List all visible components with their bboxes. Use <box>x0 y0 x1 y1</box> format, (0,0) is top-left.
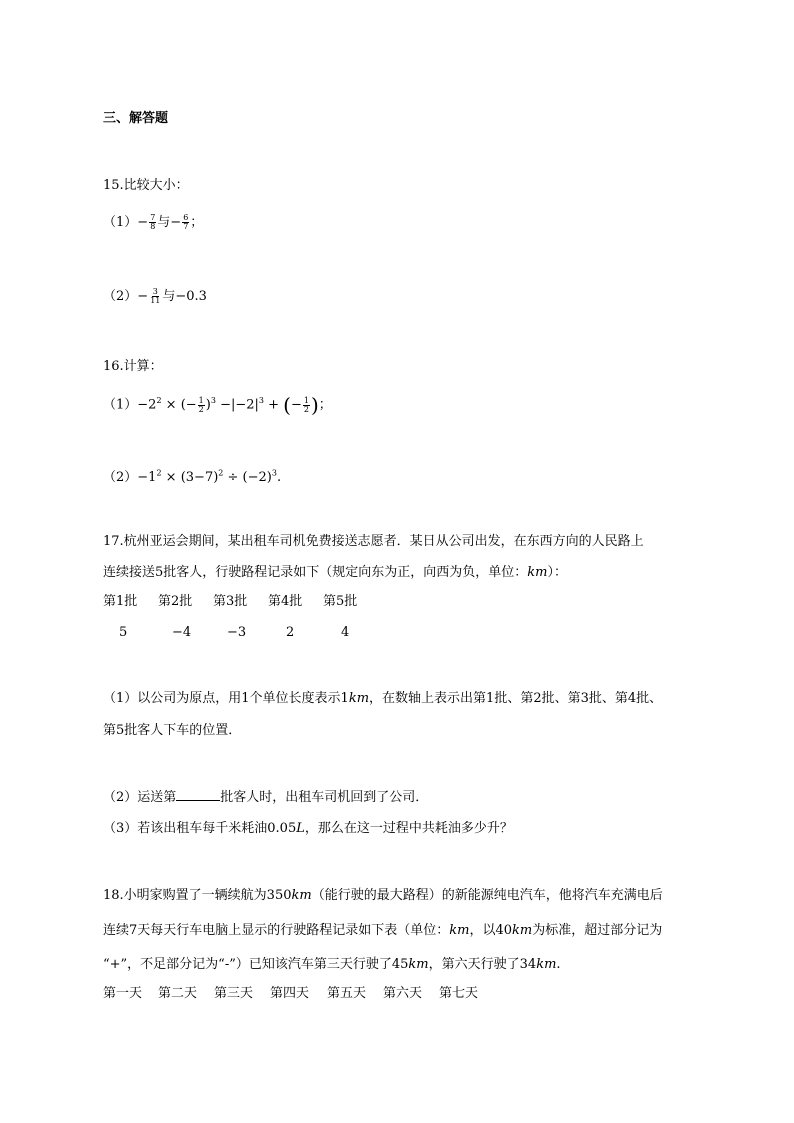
q18-day: 第五天 <box>327 986 367 1001</box>
q16-stem: 16.计算： <box>103 359 163 374</box>
q17-part1-line2: 第5批客人下车的位置． <box>103 723 242 738</box>
q18-day: 第六天 <box>383 986 423 1001</box>
q15-stem: 15.比较大小： <box>103 178 189 193</box>
q17-part1-line1: （1）以公司为原点，用1个单位长度表示1km，在数轴上表示出第1批、第2批、第3批、第4批、 <box>103 691 663 706</box>
q17-header: 第2批 <box>158 594 193 609</box>
q15-part2-fraction: $\frac{3}{11}$ <box>150 287 161 305</box>
q18-day: 第七天 <box>439 986 479 1001</box>
q18-day: 第二天 <box>158 986 198 1001</box>
q17-header: 第1批 <box>103 594 138 609</box>
q15-part2: （2）− $\frac{3}{11}$ 与−0.3 <box>103 287 207 305</box>
q17-header: 第4批 <box>268 594 303 609</box>
q17-value: −4 <box>172 625 192 640</box>
q15-part1-fraction-2: $\frac{6}{7}$ <box>183 213 189 231</box>
q17-value: −3 <box>227 625 247 640</box>
section-title: 三、解答题 <box>103 111 169 126</box>
q18-line2: 连续7天每天行车电脑上显示的行驶路程记录如下表（单位：km，以40km为标准，超过部分记为 <box>103 923 663 938</box>
q18-line3: “+”，不足部分记为“-”）已知该汽车第三天行驶了45km，第六天行驶了34km. <box>103 957 561 972</box>
q17-value: 2 <box>286 625 295 640</box>
q18-day: 第三天 <box>214 986 254 1001</box>
q17-header: 第3批 <box>213 594 248 609</box>
q17-stem-line1: 17.杭州亚运会期间，某出租车司机免费接送志愿者．某日从公司出发，在东西方向的人民路上 <box>103 534 644 549</box>
q16-part1: $(1)-2^2$ × (− $\frac{1}{2}$ )$^3 -|-2|^3$ + (− $\frac{1}{2}$ )； <box>103 393 332 417</box>
q17-part2: （2）运送第 批客人时，出租车司机回到了公司． <box>103 790 429 805</box>
answer-blank[interactable] <box>176 788 220 801</box>
q17-value: 5 <box>119 625 128 640</box>
q18-line1: 18.小明家购置了一辆续航为350km（能行驶的最大路程）的新能源纯电汽车，他将汽车充满电后 <box>103 888 663 903</box>
q16-part1-label: （1） <box>103 397 138 413</box>
q17-stem-line2: 连续接送5批客人，行驶路程记录如下（规定向东为正，向西为负，单位：km）： <box>103 565 568 580</box>
q17-value: 4 <box>341 625 350 640</box>
q17-part3: （3）若该出租车每千米耗油0.05L，那么在这一过程中共耗油多少升？ <box>103 821 513 836</box>
q18-day: 第一天 <box>103 986 143 1001</box>
q15-part1-label: （1） <box>103 215 138 230</box>
q15-part1: （1）− $\frac{7}{8}$ 与− $\frac{6}{7}$ ； <box>103 213 204 231</box>
q18-day: 第四天 <box>270 986 310 1001</box>
q16-part2: $(2)-1^2 \times (3-7)^2 \div (-2)^3$. <box>103 468 282 485</box>
q16-part2-label: （2） <box>103 470 138 485</box>
q15-part1-fraction-1: $\frac{7}{8}$ <box>150 213 156 231</box>
q15-part2-label: （2） <box>103 289 138 304</box>
q17-header: 第5批 <box>323 594 358 609</box>
